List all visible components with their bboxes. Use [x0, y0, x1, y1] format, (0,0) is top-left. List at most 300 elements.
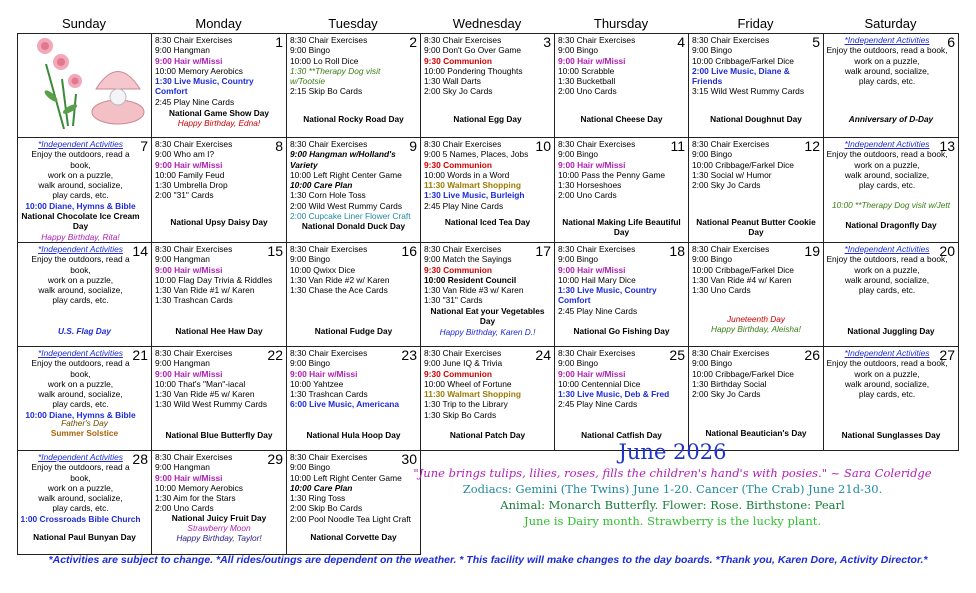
- activity-line: walk around, socialize,: [844, 378, 930, 389]
- activity-line: play cards, etc.: [52, 295, 109, 306]
- month-title: June 2026: [618, 440, 727, 464]
- footer-note: *Activities are subject to change. *All rides/outings are dependent on the weather. * This facility will make changes to the day boards. *Thank you, Karen Dore, Activity Director.*: [48, 554, 928, 566]
- activity-line: 9:00 Hair w/Missi: [155, 472, 223, 483]
- activity-line: 1:30 Bucketball: [558, 76, 616, 87]
- activity-line: 6:00 Live Music, Americana: [290, 399, 400, 410]
- activity-line: walk around, socialize,: [844, 169, 930, 180]
- activity-line: 10:00 Memory Aerobics: [155, 65, 243, 76]
- activity-line: 2:45 Play Nine Cards: [424, 200, 504, 211]
- activity-line: 2:00 Wild West Rummy Cards: [290, 200, 403, 211]
- day-number: 1: [275, 34, 283, 50]
- national-day: National Chocolate Ice Cream: [21, 211, 140, 222]
- activity-line: 9:00 Bingo: [558, 254, 599, 265]
- activity-line: Enjoy the outdoors, read a book,: [31, 462, 130, 483]
- activity-line: 1:30 Wild West Rummy Cards: [155, 399, 268, 410]
- juneteenth: Juneteenth Day: [726, 313, 786, 324]
- activity-line: play cards, etc.: [52, 399, 109, 410]
- activity-line: w/Tootsie: [290, 76, 326, 87]
- calendar-cell: [824, 34, 959, 138]
- week-row: [18, 138, 959, 243]
- activity-line: 10:00 Centennial Dice: [558, 378, 641, 389]
- day-monday: Monday: [195, 16, 242, 31]
- calendar-cell: [152, 450, 287, 554]
- activity-line: work on a puzzle,: [47, 378, 114, 389]
- activity-line: play cards, etc.: [52, 190, 109, 201]
- activity-line: 8:30 Chair Exercises: [424, 139, 502, 149]
- activity-line: 10:00 Flag Day Trivia & Riddles: [155, 274, 273, 285]
- day-number: 20: [939, 242, 955, 259]
- weekday-header: [17, 14, 958, 33]
- national-day: National Hula Hoop Day: [306, 429, 401, 440]
- activity-line: walk around, socialize,: [844, 274, 930, 285]
- calendar-cell: [555, 138, 689, 243]
- activity-line: 9:00 Hangman: [155, 358, 210, 369]
- activity-line: 8:30 Chair Exercises: [290, 451, 368, 462]
- independent-title: *Independent Activities: [844, 35, 930, 45]
- national-day: U.S. Flag Day: [57, 325, 112, 336]
- calendar-cell: [421, 242, 555, 346]
- activity-line: 9:00 5 Names, Places, Jobs: [424, 149, 529, 160]
- calendar-cell: [555, 242, 689, 346]
- national-day: National Doughnut Day: [710, 114, 802, 124]
- national-day: National Juggling Day: [847, 325, 935, 336]
- activity-line: 1:30 Van Ride #2 w/ Karen: [290, 274, 390, 285]
- day-number: 23: [401, 346, 417, 363]
- activity-line: Variety: [290, 159, 318, 170]
- activity-line: Enjoy the outdoors, read a book,: [826, 254, 948, 265]
- activity-line: 9:00 Hangman: [155, 45, 210, 56]
- day-number: 8: [275, 138, 283, 154]
- day-number: 24: [535, 346, 551, 363]
- activity-line: 10:00 Cribbage/Farkel Dice: [692, 159, 794, 170]
- activity-line: 9:00 Hair w/Missi: [558, 264, 626, 275]
- day-number: 11: [670, 138, 685, 154]
- activity-line: 9:00 Bingo: [290, 462, 331, 473]
- national-day: National Peanut Butter Cookie: [696, 217, 816, 227]
- activity-line: 10:00 Words in a Word: [424, 169, 510, 180]
- national-day: National Patch Day: [449, 429, 526, 440]
- activity-line: work on a puzzle,: [47, 169, 114, 180]
- activity-line: play cards, etc.: [52, 503, 109, 514]
- activity-line: 8:30 Chair Exercises: [424, 243, 502, 254]
- activity-line: play cards, etc.: [858, 76, 916, 87]
- activity-line: 9:00 June IQ & Trivia: [424, 358, 503, 369]
- activity-line: work on a puzzle,: [854, 368, 920, 379]
- national-day: National Rocky Road Day: [303, 114, 404, 124]
- activity-line: 9:00 Hair w/Missi: [155, 264, 223, 275]
- activity-line: walk around, socialize,: [38, 389, 123, 400]
- activity-line: 10:00 Left Right Center Game: [290, 472, 402, 483]
- activity-line: 10:00 Memory Aerobics: [155, 482, 243, 493]
- activity-line: 10:00 Pondering Thoughts: [424, 65, 523, 76]
- activity-line: 9:00 Hair w/Missi: [558, 55, 626, 66]
- summer-solstice: Summer Solstice: [50, 427, 119, 438]
- day-number: 25: [669, 346, 685, 363]
- activity-line: 8:30 Chair Exercises: [424, 35, 502, 45]
- national-day: National Game Show Day: [168, 108, 270, 118]
- day-number: 22: [267, 346, 283, 363]
- day-thursday: Thursday: [593, 16, 649, 31]
- activity-line: 1:30 Live Music, Burleigh: [424, 190, 525, 201]
- national-day: Day: [613, 227, 630, 237]
- day-number: 10: [535, 138, 551, 154]
- national-day: National Cheese Day: [580, 114, 663, 124]
- activity-line: 10:00 Wheel of Fortune: [424, 378, 512, 389]
- activity-line: walk around, socialize,: [38, 493, 123, 504]
- activity-line: 9:00 Bingo: [290, 254, 331, 265]
- day-number: 6: [947, 34, 955, 50]
- independent-title: *Independent Activities: [38, 451, 123, 462]
- activity-line: 8:30 Chair Exercises: [155, 243, 233, 254]
- day-tuesday: Tuesday: [328, 16, 378, 31]
- activity-line: play cards, etc.: [858, 180, 916, 191]
- national-day: National Go Fishing Day: [573, 325, 670, 336]
- day-number: 29: [267, 450, 283, 467]
- activity-line: 9:00 Bingo: [558, 149, 599, 160]
- national-day: National Donald Duck Day: [301, 221, 406, 231]
- day-number: 13: [939, 138, 955, 154]
- activity-line: 2:00 Live Music, Diane &: [692, 65, 790, 76]
- calendar-cell: [287, 242, 421, 346]
- activity-line: 9:30 Communion: [424, 264, 492, 275]
- day-number: 14: [132, 242, 148, 259]
- activity-line: 9:00 Who am I?: [155, 149, 215, 160]
- animal-flower-line: Animal: Monarch Butterfly. Flower: Rose. Birthstone: Pearl: [500, 498, 845, 512]
- activity-line: walk around, socialize,: [38, 180, 123, 191]
- national-day: National Iced Tea Day: [444, 217, 531, 227]
- day-saturday: Saturday: [864, 16, 917, 31]
- strawberry-moon: Strawberry Moon: [187, 522, 251, 533]
- activity-line: 9:00 Hangman: [155, 254, 210, 265]
- activity-line: 9:00 Hangman: [155, 462, 210, 473]
- calendar-cell: [18, 346, 152, 450]
- activity-line: 8:30 Chair Exercises: [692, 347, 770, 358]
- activity-line: 9:00 Hair w/Missi: [155, 55, 223, 66]
- national-day: National Sunglasses Day: [841, 429, 941, 440]
- independent-title: *Independent Activities: [844, 347, 930, 358]
- national-day: National Making Life Beautiful: [562, 217, 681, 227]
- activity-line: play cards, etc.: [858, 389, 916, 400]
- zodiac-line: Zodiacs: Gemini (The Twins) June 1-20. Cancer (The Crab) June 21d-30.: [462, 482, 883, 496]
- week-row: [18, 346, 959, 450]
- activity-line: 1:30 Corn Hole Toss: [290, 190, 366, 201]
- national-day: Day: [748, 227, 764, 237]
- national-day: National Catfish Day: [581, 429, 662, 440]
- day-number: 27: [939, 346, 955, 363]
- activity-line: 1:30 Live Music, Country: [558, 285, 657, 296]
- activity-line: 9:00 Hangman w/Holland's: [290, 149, 396, 160]
- day-number: 4: [677, 34, 685, 50]
- week-row: [18, 242, 959, 346]
- activity-line: 8:30 Chair Exercises: [290, 139, 368, 149]
- activity-line: 1:30 Trashcan Cards: [290, 389, 368, 400]
- activity-line: 10:00 Care Plan: [290, 482, 353, 493]
- activity-line: 10:00 Left Right Center Game: [290, 169, 402, 180]
- calendar-cell: [287, 138, 421, 243]
- day-number: 5: [812, 34, 820, 50]
- calendar-cell: [689, 34, 824, 138]
- activity-line: 8:30 Chair Exercises: [558, 243, 636, 254]
- day-friday: Friday: [737, 16, 774, 31]
- day-number: 9: [409, 138, 417, 154]
- national-day: National Hee Haw Day: [175, 325, 263, 336]
- national-day: National Juicy Fruit Day: [171, 512, 267, 523]
- activity-line: 8:30 Chair Exercises: [290, 35, 368, 45]
- activity-line: 10:00 Resident Council: [424, 274, 517, 285]
- activity-line: work on a puzzle,: [854, 264, 920, 275]
- activity-line: 10:00 Cribbage/Farkel Dice: [692, 264, 794, 275]
- day-sunday: Sunday: [61, 16, 107, 31]
- activity-line: 1:30 Van Ride #1 w/ Karen: [155, 285, 255, 296]
- activity-line: 9:00 Hair w/Missi: [558, 159, 626, 170]
- calendar-cell: [152, 242, 287, 346]
- calendar-cell: [152, 34, 287, 138]
- activity-line: 9:30 Communion: [424, 368, 492, 379]
- activity-line: 11:30 Walmart Shopping: [424, 389, 521, 400]
- activity-line: 10:00 Cribbage/Farkel Dice: [692, 55, 794, 66]
- national-day: National Blue Butterfly Day: [165, 429, 273, 440]
- activity-line: walk around, socialize,: [844, 65, 930, 76]
- activity-line: 2:00 Uno Cards: [155, 503, 214, 514]
- calendar-cell: [824, 346, 959, 450]
- activity-line: 10:00 Care Plan: [290, 180, 353, 191]
- activity-line: 1:30 Trashcan Cards: [155, 295, 233, 306]
- activity-line: 1:30 Van Ride #3 w/ Karen: [424, 285, 524, 296]
- activity-line: 1:30 Trip to the Library: [424, 399, 508, 410]
- activity-line: play cards, etc.: [858, 285, 916, 296]
- calendar-cell: [287, 34, 421, 138]
- dairy-line: June is Dairy month. Strawberry is the lucky plant.: [523, 514, 822, 528]
- activity-line: 2:00 Uno Cards: [558, 190, 617, 201]
- activity-line: 1:30 **Therapy Dog visit: [290, 65, 381, 76]
- calendar-cell: [421, 346, 555, 450]
- activity-line: 10:00 Qwixx Dice: [290, 264, 356, 275]
- national-day: National Corvette Day: [310, 531, 397, 542]
- activity-line: 2:00 Skip Bo Cards: [290, 503, 363, 514]
- activity-line: 8:30 Chair Exercises: [424, 347, 502, 358]
- national-day: National Dragonfly Day: [845, 220, 937, 230]
- activity-line: 1:30 Live Music, Country: [155, 76, 254, 87]
- calendar-cell: [152, 138, 287, 243]
- calendar-cell: [689, 242, 824, 346]
- activity-line: 8:30 Chair Exercises: [692, 35, 770, 45]
- activity-line: Friends: [692, 76, 723, 87]
- activity-line: 2:00 Cupcake Liner Flower Craft: [290, 211, 411, 222]
- day-number: 26: [804, 346, 820, 363]
- activity-line: 8:30 Chair Exercises: [558, 347, 636, 358]
- activity-line: 2:00 "31" Cards: [155, 190, 214, 201]
- month-info-panel: [404, 437, 941, 529]
- activity-line: 8:30 Chair Exercises: [155, 347, 233, 358]
- national-day: National Egg Day: [453, 114, 522, 124]
- day-number: 30: [401, 450, 417, 467]
- activity-line: 9:00 Don't Go Over Game: [424, 45, 522, 56]
- activity-line: 2:15 Skip Bo Cards: [290, 86, 363, 97]
- calendar-cell: [824, 242, 959, 346]
- activity-line: 8:30 Chair Exercises: [290, 243, 368, 254]
- activity-line: 1:30 Van Ride #4 w/ Karen: [692, 274, 792, 285]
- activity-line: 9:00 Hair w/Missi: [155, 368, 223, 379]
- activity-line: 1:30 Chase the Ace Cards: [290, 285, 388, 296]
- national-day: National Upsy Daisy Day: [170, 217, 268, 227]
- calendar-cell: [287, 450, 421, 554]
- activity-line: 11:30 Walmart Shopping: [424, 180, 521, 191]
- activity-line: 9:00 Bingo: [558, 358, 599, 369]
- activity-line: work on a puzzle,: [854, 55, 920, 66]
- calendar-cell: [421, 138, 555, 243]
- birthday: Happy Birthday, Aleisha!: [711, 323, 801, 334]
- day-number: 17: [535, 242, 551, 259]
- fathers-day: Father's Day: [61, 417, 108, 428]
- activity-line: 2:45 Play Nine Cards: [155, 96, 235, 107]
- birthday: Happy Birthday, Edna!: [177, 118, 261, 128]
- activity-line: 8:30 Chair Exercises: [692, 139, 770, 149]
- activity-line: 10:00 Yahtzee: [290, 378, 344, 389]
- day-number: 18: [669, 242, 685, 259]
- activity-line: 9:00 Bingo: [558, 45, 599, 56]
- activity-line: 1:30 Social w/ Humor: [692, 169, 772, 180]
- activity-line: 2:45 Play Nine Cards: [558, 305, 638, 316]
- activity-line: 10:00 That's "Man"-iacal: [155, 378, 246, 389]
- activity-line: 10:00 Hail Mary Dice: [558, 274, 636, 285]
- birthday: Happy Birthday, Karen D.!: [439, 326, 536, 337]
- independent-title: *Independent Activities: [38, 243, 123, 254]
- calendar-cell: [18, 450, 152, 554]
- activity-line: 9:00 Match the Sayings: [424, 254, 512, 265]
- activity-line: 2:00 Uno Cards: [558, 86, 617, 97]
- activity-line: 1:00 Crossroads Bible Church: [20, 513, 141, 524]
- activity-line: walk around, socialize,: [38, 285, 123, 296]
- week-row: [18, 34, 959, 138]
- day-number: 19: [804, 242, 820, 259]
- activity-line: work on a puzzle,: [47, 482, 114, 493]
- activity-line: Enjoy the outdoors, read a book,: [31, 254, 130, 275]
- activity-line: Comfort: [558, 295, 591, 306]
- activity-line: 10:00 Pass the Penny Game: [558, 169, 666, 180]
- month-quote: "June brings tulips, lilies, roses, fills the children's hand's with posies." ~ Sara Coleridge: [413, 466, 932, 480]
- activity-line: 1:30 Skip Bo Cards: [424, 409, 497, 420]
- activity-line: 8:30 Chair Exercises: [290, 347, 368, 358]
- day-number: 15: [267, 242, 283, 259]
- activity-line: 1:30 Live Music, Deb & Fred: [558, 389, 670, 400]
- national-day: National Fudge Day: [314, 325, 393, 336]
- independent-title: *Independent Activities: [38, 347, 123, 358]
- independent-title: *Independent Activities: [38, 139, 123, 149]
- calendar-cell: [555, 34, 689, 138]
- activity-line: 1:30 "31" Cards: [424, 295, 483, 306]
- activity-line: Enjoy the outdoors, read a book,: [826, 149, 948, 160]
- rose-pearl-icon: [18, 34, 152, 137]
- calendar-cell: [689, 138, 824, 243]
- therapy-dog-visit: 10:00 **Therapy Dog visit w/Jett: [831, 200, 951, 210]
- activity-line: work on a puzzle,: [47, 274, 114, 285]
- day-number: 28: [132, 450, 148, 467]
- activity-line: 8:30 Chair Exercises: [558, 139, 636, 149]
- activity-line: 9:00 Bingo: [692, 358, 733, 369]
- national-day: Anniversary of D-Day: [848, 114, 934, 124]
- national-day: National Beautician's Day: [705, 427, 807, 438]
- day-number: 21: [132, 346, 148, 363]
- activity-line: 8:30 Chair Exercises: [558, 35, 636, 45]
- national-day: National Paul Bunyan Day: [33, 531, 136, 542]
- activity-line: 2:45 Play Nine Cards: [558, 399, 638, 410]
- independent-title: *Independent Activities: [844, 243, 930, 254]
- activity-line: 1:30 Umbrella Drop: [155, 180, 228, 191]
- activity-line: 9:00 Bingo: [290, 358, 331, 369]
- activity-line: 9:00 Hair w/Missi: [290, 368, 358, 379]
- calendar-cell-blank: [18, 34, 152, 138]
- activity-line: work on a puzzle,: [854, 159, 920, 170]
- national-day: Day: [72, 221, 89, 232]
- national-day: National Eat your Vegetables: [430, 305, 545, 316]
- activity-line: Enjoy the outdoors, read a book,: [826, 358, 948, 369]
- activity-line: 9:00 Bingo: [290, 45, 331, 56]
- activity-line: 10:00 Family Feud: [155, 169, 225, 180]
- birthday: Happy Birthday, Rita!: [41, 231, 120, 242]
- activity-line: 1:30 Wall Darts: [424, 76, 481, 87]
- activity-line: 1:30 Birthday Social: [692, 378, 767, 389]
- activity-line: 9:00 Bingo: [692, 45, 733, 56]
- activity-line: 2:00 Sky Jo Cards: [692, 180, 761, 191]
- calendar-cell: [421, 34, 555, 138]
- calendar-cell: [152, 346, 287, 450]
- activity-line: 10:00 Diane, Hymns & Bible: [25, 409, 136, 420]
- activity-line: 8:30 Chair Exercises: [155, 139, 233, 149]
- activity-line: 10:00 Cribbage/Farkel Dice: [692, 368, 794, 379]
- activity-line: Comfort: [155, 86, 188, 97]
- activity-line: 8:30 Chair Exercises: [692, 243, 770, 254]
- activity-line: 10:00 Diane, Hymns & Bible: [25, 200, 136, 211]
- activity-line: 9:30 Communion: [424, 55, 492, 66]
- day-number: 2: [409, 34, 417, 50]
- activity-line: 2:00 Sky Jo Cards: [692, 389, 761, 400]
- activity-line: 8:30 Chair Exercises: [155, 35, 233, 45]
- calendar-cell: [18, 138, 152, 243]
- national-day: Day: [479, 315, 496, 326]
- activity-line: 9:00 Hair w/Missi: [558, 368, 626, 379]
- activity-line: Enjoy the outdoors, read a book,: [31, 358, 130, 379]
- activity-line: Enjoy the outdoors, read a book,: [31, 149, 130, 170]
- activity-line: 10:00 Lo Roll Dice: [290, 55, 359, 66]
- activity-line: Enjoy the outdoors, read a book,: [826, 45, 948, 56]
- activity-line: 1:30 Horseshoes: [558, 180, 622, 191]
- activity-line: 1:30 Ring Toss: [290, 493, 346, 504]
- day-number: 3: [543, 34, 551, 50]
- calendar-cell: [555, 346, 689, 450]
- activity-line: 10:00 Scrabble: [558, 65, 615, 76]
- day-wednesday: Wednesday: [452, 16, 522, 31]
- day-number: 16: [401, 242, 417, 259]
- activity-line: 9:00 Bingo: [692, 254, 733, 265]
- activity-line: 2:00 Sky Jo Cards: [424, 86, 493, 97]
- activity-line: 9:00 Hair w/Missi: [155, 159, 223, 170]
- calendar-cell: [689, 346, 824, 450]
- activity-line: 1:30 Aim for the Stars: [155, 493, 236, 504]
- activity-line: 1:30 Uno Cards: [692, 285, 751, 296]
- day-number: 7: [140, 138, 148, 154]
- activity-line: 3:15 Wild West Rummy Cards: [692, 86, 805, 97]
- calendar-cell: [18, 242, 152, 346]
- calendar-cell: [824, 138, 959, 243]
- day-number: 12: [804, 138, 820, 154]
- independent-title: *Independent Activities: [844, 139, 930, 149]
- birthday: Happy Birthday, Taylor!: [176, 532, 262, 543]
- activity-line: 9:00 Bingo: [692, 149, 733, 160]
- activity-line: 1:30 Van Ride #5 w/ Karen: [155, 389, 255, 400]
- calendar-cell: [287, 346, 421, 450]
- activity-line: 9:30 Communion: [424, 159, 492, 170]
- activity-line: 2:00 Pool Noodle Tea Light Craft: [290, 513, 411, 524]
